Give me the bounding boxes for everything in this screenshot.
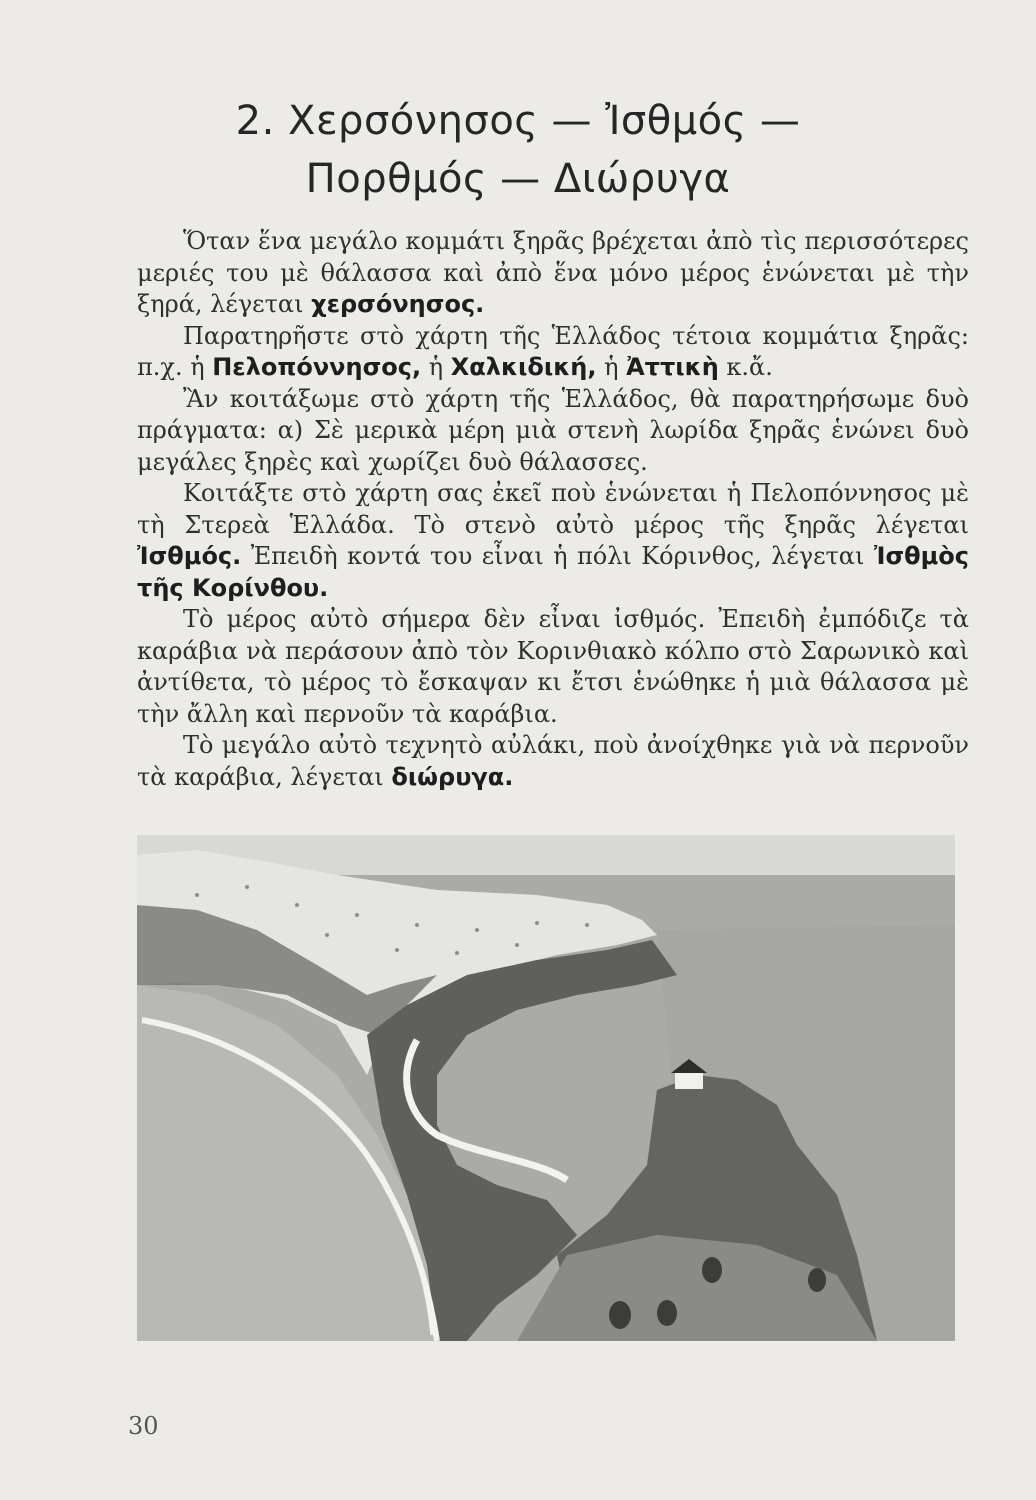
term-isthmos: Ἰσθμός. <box>137 542 242 570</box>
isthmus-drawing <box>137 835 955 1341</box>
paragraph-4-text: Κοιτάξτε στὸ χάρτη σας ἐκεῖ ποὺ ἑνώνεται ἡ Πελοπόννησος μὲ τὴ Στερεὰ Ἑλλάδα. Τὸ στενὸ αὐτὸ μέρος τῆς ξηρᾶς λέγεται <box>137 479 969 539</box>
paragraph-6 <box>137 730 969 793</box>
house <box>675 1071 703 1089</box>
term-chalkidiki: Χαλκιδική, <box>450 353 597 381</box>
paragraph-2-article-2: ἡ <box>596 353 627 381</box>
term-attiki: Ἀττικὴ <box>626 353 719 381</box>
paragraph-3: Ἂν κοιτάξωμε στὸ χάρτη τῆς Ἑλλάδος, θὰ παρατηρήσωμε δυὸ πράγματα: α) Σὲ μερικὰ μέρη μιὰ στενὴ λωρίδα ξηρᾶς ἑνώνει δυὸ μεγάλες ξηρὲς καὶ χωρίζει δυὸ θάλασσες. <box>137 384 969 476</box>
paragraph-2-article-1: ἡ <box>421 353 451 381</box>
paragraph-4 <box>137 478 969 604</box>
tree <box>657 1300 677 1326</box>
page-number: 30 <box>128 1412 159 1440</box>
chapter-title <box>0 92 1036 208</box>
term-isthmos-korinthou: Ἰσθμὸς τῆς Κορίνθου. <box>137 542 969 602</box>
tree <box>808 1268 826 1292</box>
chapter-title-line-2: Πορθμός — Διώρυγα <box>305 156 731 202</box>
paragraph-1 <box>137 226 969 321</box>
term-dioryga: διώρυγα. <box>391 762 514 791</box>
paragraph-2 <box>137 321 969 384</box>
paragraph-1-text: Ὅταν ἕνα μεγάλο κομμάτι ξηρᾶς βρέχεται ἀπὸ τὶς περισσότερες μεριές του μὲ θάλασσα καὶ ἀπὸ ἕνα μόνο μέρος ἑνώνεται μὲ τὴν ξηρά, λέγεται <box>137 227 969 318</box>
paragraph-6-text: Τὸ μεγάλο αὐτὸ τεχνητὸ αὐλάκι, ποὺ ἀνοίχθηκε γιὰ νὰ περνοῦν τὰ καράβια, λέγεται <box>137 731 969 791</box>
tree <box>609 1301 631 1329</box>
isthmus-illustration <box>137 835 955 1341</box>
chapter-title-line-1: 2. Χερσόνησος — Ἰσθμός — <box>235 98 801 144</box>
paragraph-2-end: κ.ἄ. <box>718 353 773 381</box>
tree <box>702 1257 722 1283</box>
paragraph-2-text: Παρατηρῆστε στὸ χάρτη τῆς Ἑλλάδος τέτοια κομμάτια ξηρᾶς: π.χ. ἡ <box>137 321 969 381</box>
paragraph-5: Τὸ μέρος αὐτὸ σήμερα δὲν εἶναι ἰσθμός. Ἐπειδὴ ἐμπόδιζε τὰ καράβια νὰ περάσουν ἀπὸ τὸν Κορινθιακὸ κόλπο στὸ Σαρωνικὸ καὶ ἀντίθετα, τὸ μέρος τὸ ἔσκαψαν κι ἔτσι ἑνώθηκε ἡ μιὰ θάλασσα μὲ τὴν ἄλλη καὶ περνοῦν τὰ καράβια. <box>137 605 969 728</box>
body-text <box>137 226 969 793</box>
paragraph-4-text-2: Ἐπειδὴ κοντά του εἶναι ἡ πόλι Κόρινθος, λέγεται <box>241 542 874 570</box>
term-chersonisos: χερσόνησος. <box>311 290 485 318</box>
term-peloponnisos: Πελοπόννησος, <box>212 353 422 381</box>
